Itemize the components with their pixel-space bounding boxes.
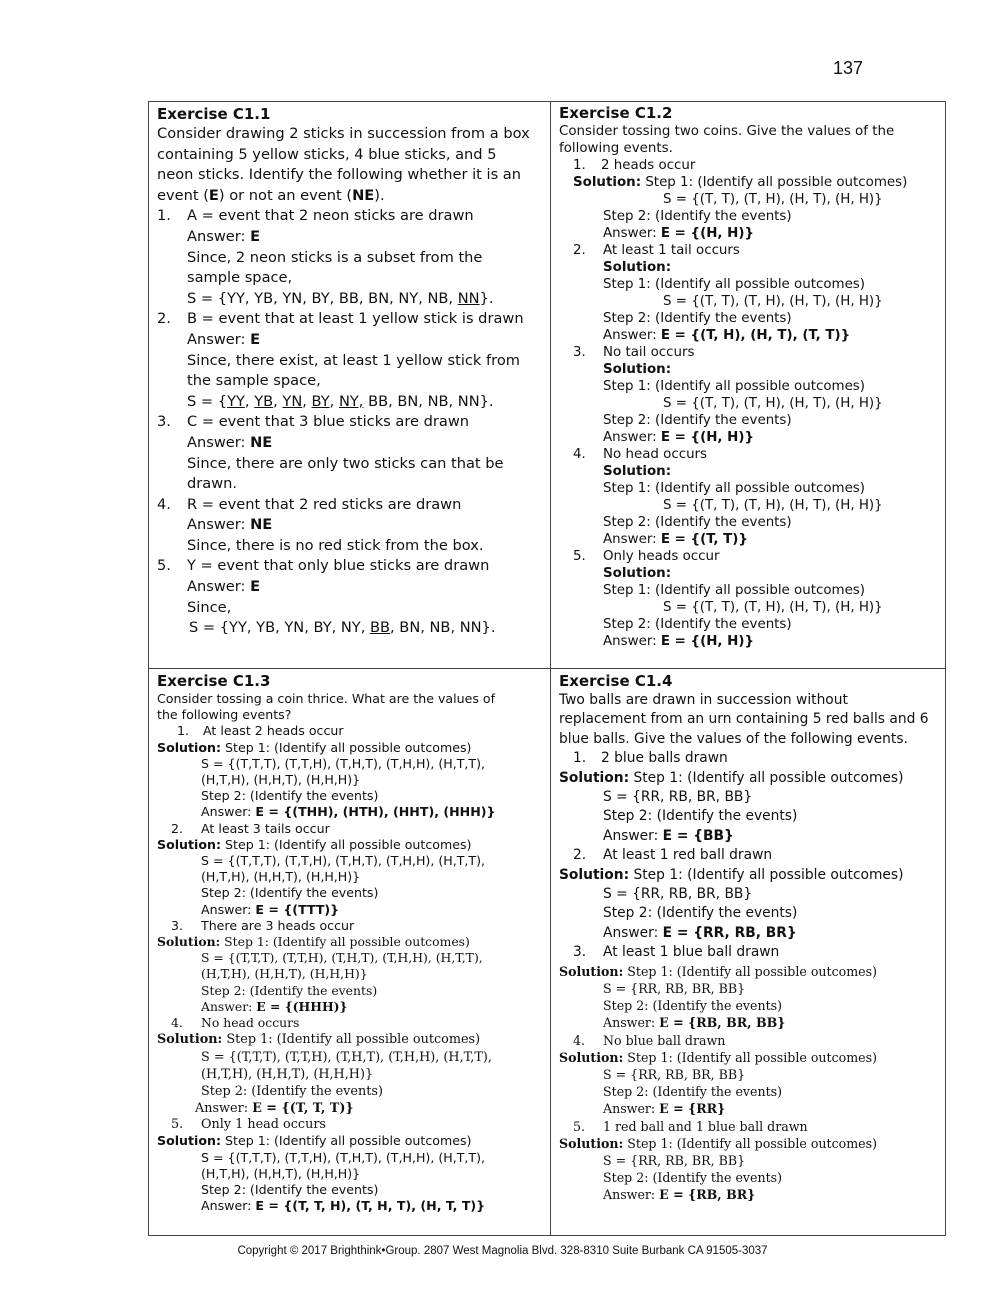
- solution-line: Solution: Step 1: (Identify all possible outcomes): [157, 1133, 472, 1149]
- item-1: 1. 2 blue balls drawn: [573, 750, 728, 767]
- intro-line: containing 5 yellow sticks, 4 blue sticks, and 5: [157, 145, 497, 163]
- item-2: 2. B = event that at least 1 yellow stick is drawn: [157, 310, 524, 328]
- answer-line: Answer: E = {(T, T)}: [603, 532, 748, 547]
- solution-line: Solution: Step 1: (Identify all possible outcomes): [559, 963, 877, 979]
- item-2: 2. At least 1 tail occurs: [573, 243, 740, 258]
- since-line: sample space,: [187, 269, 293, 287]
- step2-line: Step 2: (Identify the events): [603, 1170, 783, 1186]
- solution-line: Solution: Step 1: (Identify all possible outcomes): [157, 1032, 481, 1048]
- sample-space: (H,T,H), (H,H,T), (H,H,H)}: [201, 1067, 374, 1083]
- answer-line: Answer: E = {RR}: [603, 1101, 726, 1117]
- item-5: 5. Only 1 head occurs: [171, 1117, 327, 1133]
- solution-label: Solution:: [603, 362, 672, 377]
- solution-label: Solution:: [603, 260, 672, 275]
- sample-space: S = {RR, RB, BR, BB}: [603, 789, 753, 806]
- solution-line: Solution: Step 1: (Identify all possible outcomes): [559, 1049, 877, 1065]
- since-line: Since, 2 neon sticks is a subset from the: [187, 248, 483, 266]
- step1-line: Step 1: (Identify all possible outcomes): [603, 583, 866, 598]
- exercise-title: Exercise C1.2: [559, 104, 673, 122]
- sample-space: S = {(T, T), (T, H), (H, T), (H, H)}: [663, 294, 883, 309]
- step2-line: Step 2: (Identify the events): [201, 1084, 383, 1100]
- sample-space: (H,T,H), (H,H,T), (H,H,H)}: [201, 1165, 361, 1181]
- item-3: 3. No tail occurs: [573, 345, 695, 360]
- sample-space: S = {RR, RB, BR, BB}: [603, 1066, 746, 1082]
- intro-line: the following events?: [157, 707, 292, 723]
- item-2: 2. At least 3 tails occur: [171, 820, 330, 836]
- exercise-c1-4: [551, 669, 947, 1237]
- sample-space: S = {YY, YB, YN, BY, NY, BB, BN, NB, NN}.: [187, 392, 494, 410]
- solution-label: Solution:: [603, 464, 672, 479]
- sample-space: S = {(T, T), (T, H), (H, T), (H, H)}: [663, 600, 883, 615]
- solution-line: Solution: Step 1: (Identify all possible outcomes): [157, 934, 470, 950]
- answer-line: Answer: E = {(THH), (HTH), (HHT), (HHH)}: [201, 804, 496, 820]
- item-1: 1. At least 2 heads occur: [177, 723, 344, 739]
- item-4: 4. No head occurs: [573, 447, 708, 462]
- answer-line: Answer: E = {BB}: [603, 827, 734, 844]
- item-4: 4. No blue ball drawn: [573, 1032, 726, 1048]
- page-number: 137: [833, 58, 864, 78]
- answer-line: Answer: E = {(TTT)}: [201, 901, 340, 917]
- exercise-c1-1: [149, 102, 550, 668]
- step2-line: Step 2: (Identify the events): [603, 515, 792, 530]
- item-5: 5. 1 red ball and 1 blue ball drawn: [573, 1118, 808, 1134]
- sample-space: S = {(T, T), (T, H), (H, T), (H, H)}: [663, 192, 883, 207]
- answer-line: Answer: E = {(T, T, H), (T, H, T), (H, T, T)}: [201, 1198, 486, 1214]
- answer-line: Answer: E = {(H, H)}: [603, 226, 755, 241]
- step2-line: Step 2: (Identify the events): [603, 413, 792, 428]
- item-3: 3. At least 1 blue ball drawn: [573, 944, 780, 961]
- step2-line: Step 2: (Identify the events): [201, 885, 379, 901]
- sample-space: S = {YY, YB, YN, BY, BB, BN, NY, NB, NN}.: [187, 289, 494, 307]
- step2-line: Step 2: (Identify the events): [201, 982, 378, 998]
- sample-space: S = {(T,T,T), (T,T,H), (T,H,T), (T,H,H), (H,T,T),: [201, 1149, 486, 1165]
- exercise-title: Exercise C1.3: [157, 672, 271, 690]
- answer-line: Answer: E = {(H, H)}: [603, 430, 755, 445]
- solution-line: Solution: Step 1: (Identify all possible outcomes): [559, 769, 904, 786]
- exercise-title: Exercise C1.1: [157, 105, 271, 123]
- step2-line: Step 2: (Identify the events): [603, 617, 792, 632]
- answer-line: Answer: E = {(T, H), (H, T), (T, T)}: [603, 328, 851, 343]
- intro-line: following events.: [559, 141, 673, 156]
- since-line: Since,: [187, 598, 232, 616]
- sample-space: S = {YY, YB, YN, BY, NY, BB, BN, NB, NN}.: [189, 619, 496, 637]
- sample-space: S = {(T,T,T), (T,T,H), (T,H,T), (T,H,H), (H,T,T),: [201, 853, 486, 869]
- copyright-footer: Copyright © 2017 Brighthink•Group. 2807 West Magnolia Blvd. 328-8310 Suite Burbank CA 91505-3037: [237, 1245, 768, 1257]
- sample-space: (H,T,H), (H,H,T), (H,H,H)}: [201, 966, 368, 982]
- step1-line: Step 1: (Identify all possible outcomes): [603, 379, 866, 394]
- item-2: 2. At least 1 red ball drawn: [573, 847, 773, 864]
- sample-space: S = {RR, RB, BR, BB}: [603, 980, 746, 996]
- item-3-solution: [559, 963, 939, 1204]
- exercise-c1-2: [551, 102, 947, 668]
- intro-line: Consider drawing 2 sticks in succession from a box: [157, 125, 530, 142]
- sample-space: (H,T,H), (H,H,T), (H,H,H)}: [201, 772, 361, 788]
- answer-line: Answer: E = {RB, BR, BB}: [603, 1015, 786, 1031]
- step2-line: Step 2: (Identify the events): [603, 209, 792, 224]
- exercise-table: [148, 101, 946, 1236]
- solution-line: Solution: Step 1: (Identify all possible outcomes): [559, 1135, 877, 1151]
- answer-line: Answer: NE: [187, 433, 273, 451]
- step2-line: Step 2: (Identify the events): [603, 1084, 783, 1100]
- item-3: 3. There are 3 heads occur: [171, 917, 355, 933]
- item-5: 5. Only heads occur: [573, 549, 720, 564]
- since-line: Since, there is no red stick from the box.: [187, 536, 484, 554]
- answer-line: Answer: E = {RR, RB, BR}: [603, 924, 797, 941]
- answer-line: Answer: E: [187, 578, 261, 596]
- since-line: Since, there are only two sticks can that be: [187, 454, 504, 472]
- sample-space: S = {RR, RB, BR, BB}: [603, 886, 753, 903]
- intro-line: neon sticks. Identify the following whether it is an: [157, 166, 522, 184]
- since-line: Since, there exist, at least 1 yellow stick from: [187, 351, 520, 369]
- intro-line: replacement from an urn containing 5 red balls and 6: [559, 711, 929, 728]
- answer-line: Answer: E = {RB, BR}: [603, 1187, 756, 1203]
- step2-line: Step 2: (Identify the events): [603, 808, 798, 825]
- step2-line: Step 2: (Identify the events): [603, 311, 792, 326]
- step2-line: Step 2: (Identify the events): [201, 788, 379, 804]
- sample-space: S = {(T,T,T), (T,T,H), (T,H,T), (T,H,H), (H,T,T),: [201, 950, 483, 966]
- since-line: the sample space,: [187, 372, 321, 390]
- item-1: 1. 2 heads occur: [573, 158, 696, 173]
- intro-line: event (E) or not an event (NE).: [157, 186, 385, 204]
- step1-line: Step 1: (Identify all possible outcomes): [603, 481, 866, 496]
- sample-space: S = {(T,T,T), (T,T,H), (T,H,T), (T,H,H), (H,T,T),: [201, 755, 486, 771]
- step2-line: Step 2: (Identify the events): [603, 998, 783, 1014]
- answer-line: Answer: E: [187, 227, 261, 245]
- intro-line: Consider tossing two coins. Give the values of the: [559, 124, 895, 139]
- solution-label: Solution:: [603, 566, 672, 581]
- since-line: drawn.: [187, 475, 238, 493]
- item-3: 3. C = event that 3 blue sticks are drawn: [157, 413, 470, 431]
- answer-line: Answer: NE: [187, 516, 273, 534]
- answer-line: Answer: E = {(T, T, T)}: [195, 1101, 354, 1117]
- sample-space: S = {(T, T), (T, H), (H, T), (H, H)}: [663, 396, 883, 411]
- solution-line: Solution: Step 1: (Identify all possible outcomes): [559, 866, 904, 883]
- sample-space: (H,T,H), (H,H,T), (H,H,H)}: [201, 869, 361, 885]
- solution-line: Solution: Step 1: (Identify all possible outcomes): [157, 739, 472, 755]
- answer-line: Answer: E = {(HHH)}: [201, 998, 348, 1014]
- intro-line: Two balls are drawn in succession without: [559, 692, 848, 708]
- intro-line: blue balls. Give the values of the following events.: [559, 730, 908, 747]
- answer-line: Answer: E = {(H, H)}: [603, 634, 755, 649]
- solution-line: Solution: Step 1: (Identify all possible outcomes): [573, 175, 908, 190]
- step2-line: Step 2: (Identify the events): [201, 1182, 379, 1198]
- sample-space: S = {RR, RB, BR, BB}: [603, 1152, 746, 1168]
- answer-line: Answer: E: [187, 330, 261, 348]
- sample-space: S = {(T, T), (T, H), (H, T), (H, H)}: [663, 498, 883, 513]
- item-1: 1. A = event that 2 neon sticks are drawn: [157, 207, 474, 225]
- sample-space: S = {(T,T,T), (T,T,H), (T,H,T), (T,H,H), (H,T,T),: [201, 1050, 492, 1066]
- exercise-title: Exercise C1.4: [559, 672, 673, 690]
- item-5: 5. Y = event that only blue sticks are drawn: [157, 557, 490, 575]
- item-4: 4. R = event that 2 red sticks are drawn: [157, 495, 462, 513]
- step2-line: Step 2: (Identify the events): [603, 905, 798, 922]
- exercise-c1-3: [149, 669, 550, 1237]
- step1-line: Step 1: (Identify all possible outcomes): [603, 277, 866, 292]
- solution-line: Solution: Step 1: (Identify all possible outcomes): [157, 836, 472, 852]
- intro-line: Consider tossing a coin thrice. What are the values of: [157, 691, 496, 706]
- item-4: 4. No head occurs: [171, 1015, 300, 1031]
